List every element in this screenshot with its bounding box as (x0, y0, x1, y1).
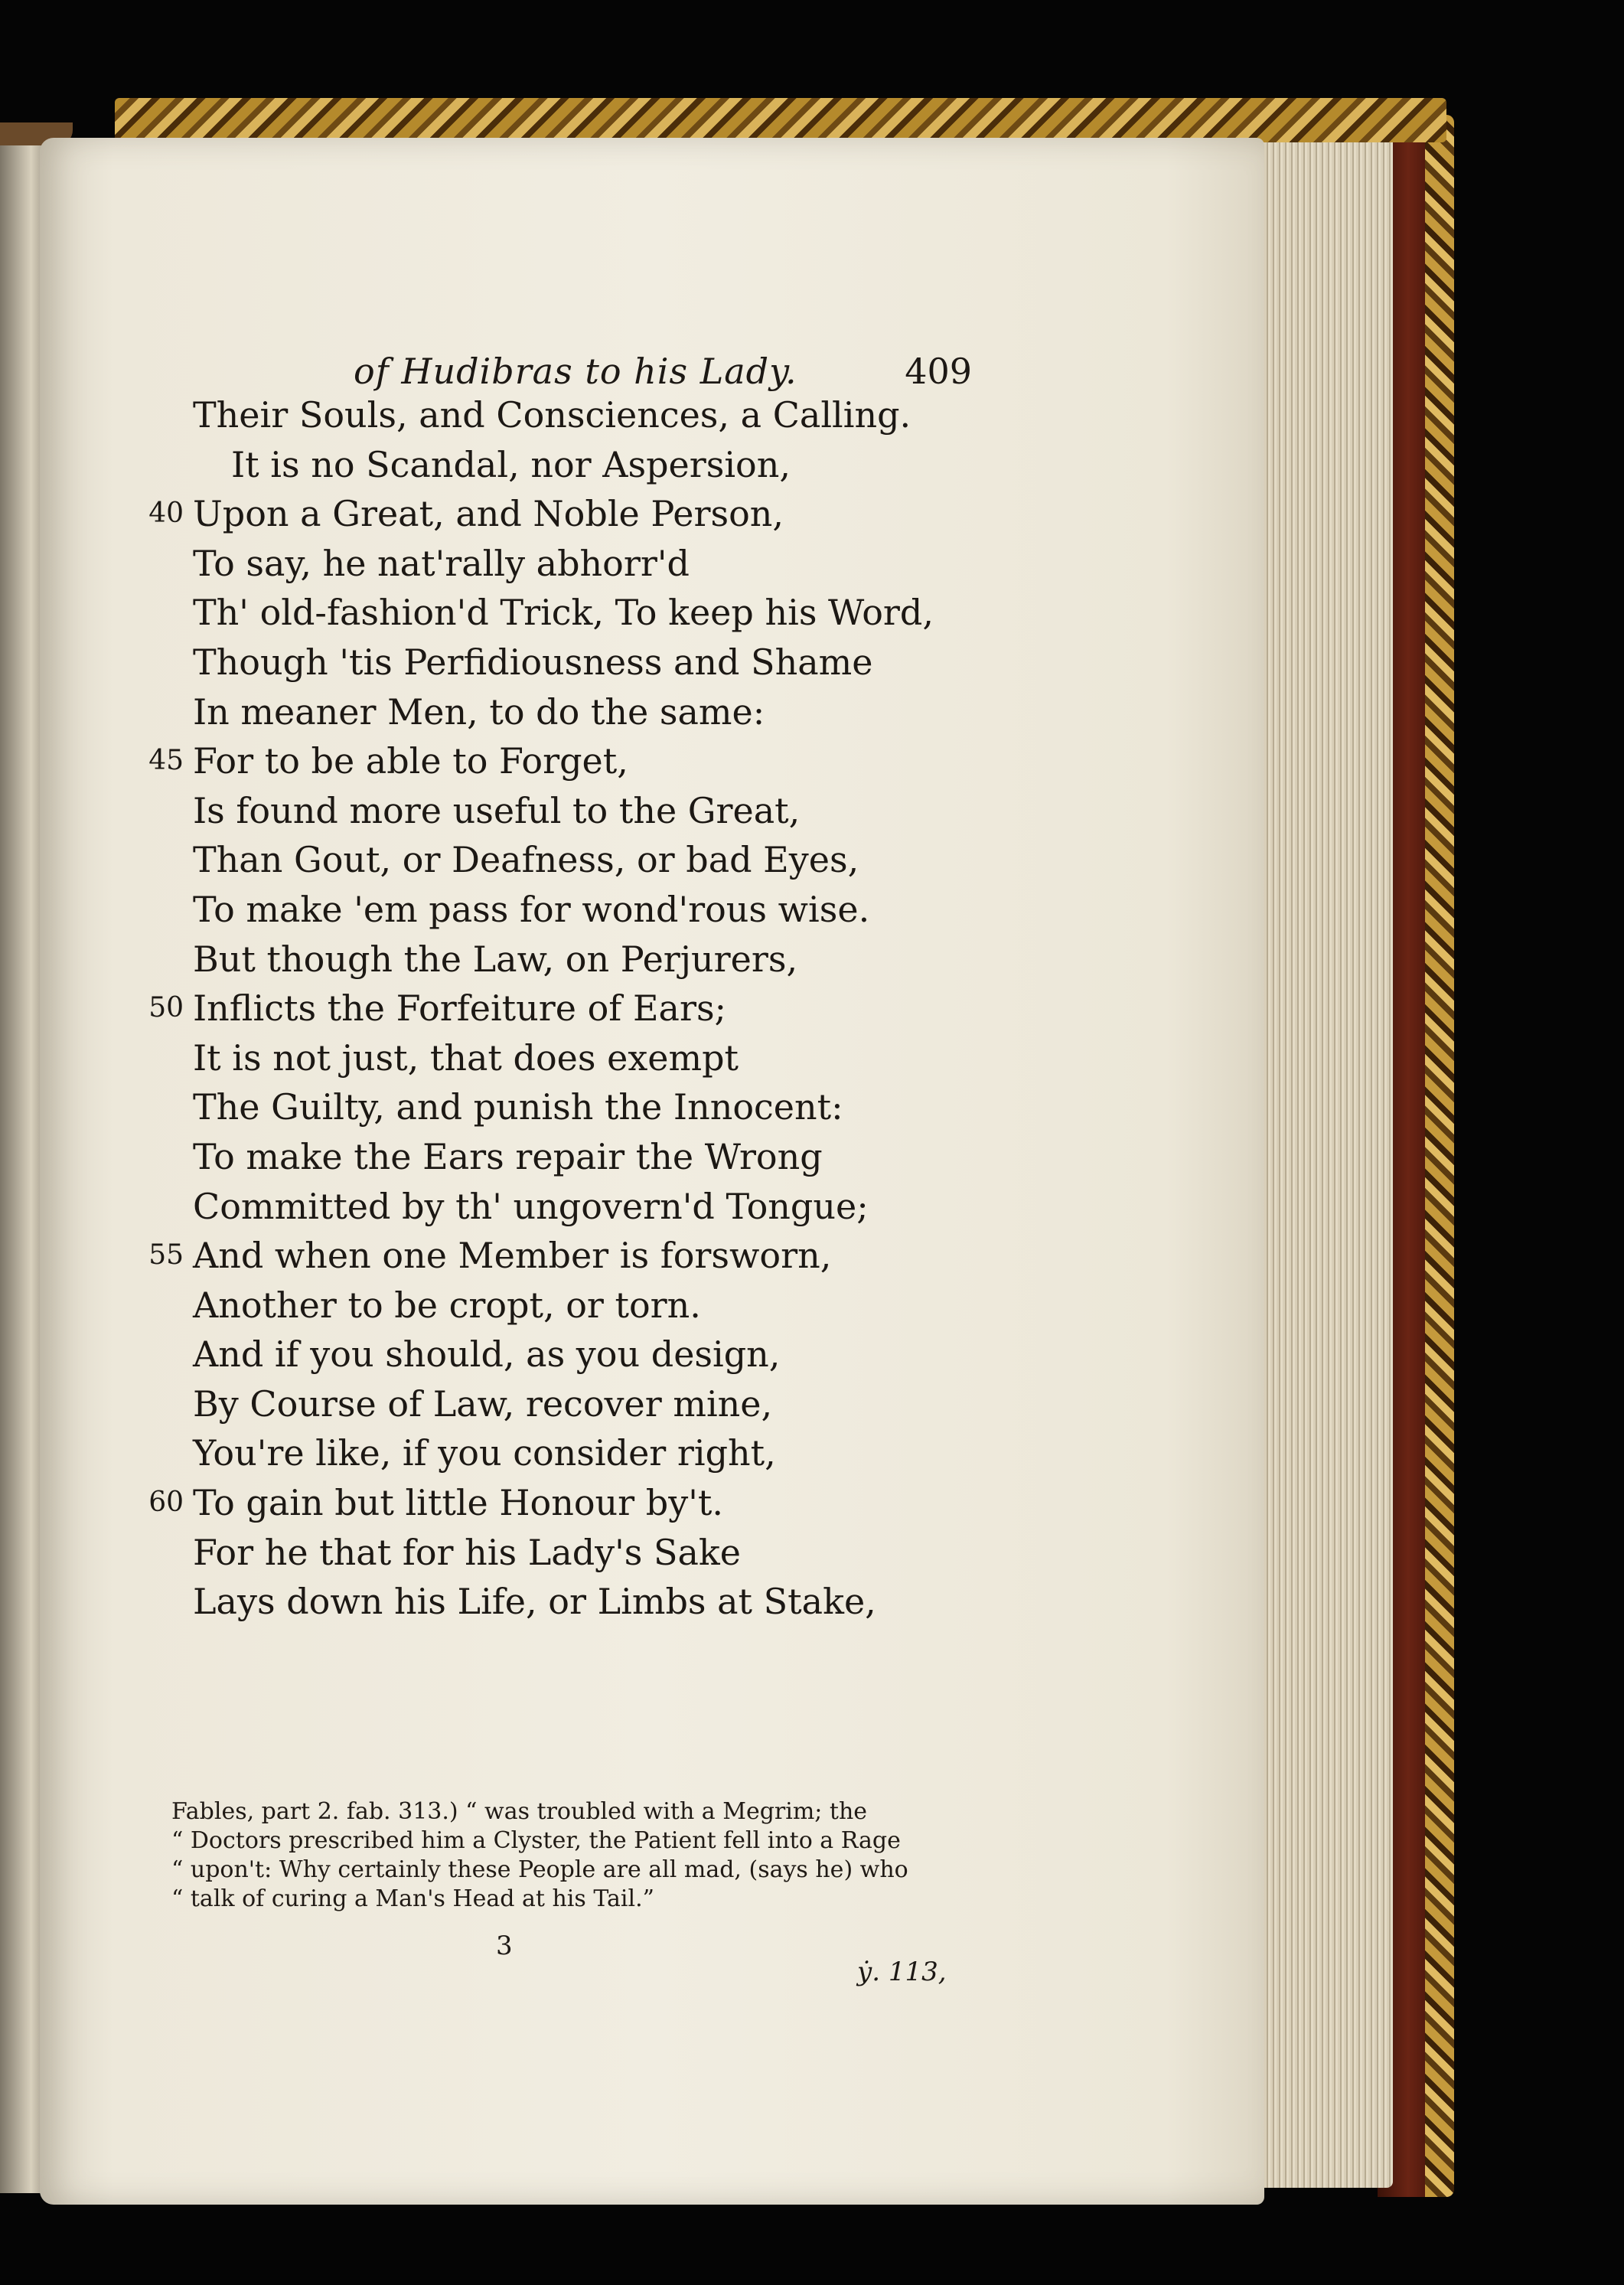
signature-mark: 3 (496, 1931, 513, 1961)
verse-line (40, 1281, 1035, 1330)
footnote-line: “ Doctors prescribed him a Clyster, the Patient fell into a Rage (171, 1827, 901, 1854)
gilt-border-right (1425, 115, 1454, 2197)
footnote (171, 1797, 960, 1914)
verse-text: It is no Scandal, nor Aspersion, (231, 443, 791, 485)
footnote-line: “ upon't: Why certainly these People are all mad, (says he) who (171, 1856, 908, 1883)
verse-line (40, 1528, 1035, 1578)
verse-text: But though the Law, on Perjurers, (193, 938, 798, 980)
verse-text: Is found more useful to the Great, (193, 789, 801, 831)
verse-line (40, 539, 1035, 589)
gilt-border-top (115, 98, 1446, 142)
verse-line (40, 835, 1035, 885)
verse-line (40, 786, 1035, 836)
verse-text: To say, he nat'rally abhorr'd (193, 542, 690, 584)
verse-text: To make 'em pass for wond'rous wise. (193, 888, 870, 930)
verse-line (40, 984, 1035, 1033)
verse-line (40, 440, 1035, 490)
verse-line (40, 1478, 1035, 1528)
line-number: 60 (148, 1487, 184, 1519)
verse-text: Another to be cropt, or torn. (193, 1284, 701, 1326)
verse-text: You're like, if you consider right, (193, 1432, 776, 1474)
verse-line (40, 1577, 1035, 1627)
verse-line (40, 736, 1035, 786)
verse-text: Though 'tis Perfidiousness and Shame (193, 641, 873, 683)
verse-line (40, 1033, 1035, 1083)
verse-line (40, 687, 1035, 737)
verse-line (40, 1132, 1035, 1182)
verse-text: Their Souls, and Consciences, a Calling. (193, 394, 911, 436)
verse-line (40, 1182, 1035, 1232)
verse-line (40, 935, 1035, 984)
footnote-line: “ talk of curing a Man's Head at his Tail.” (171, 1885, 654, 1912)
running-head-title: of Hudibras to his Lady. (354, 351, 797, 392)
footnote-line: Fables, part 2. fab. 313.) “ was troubled with a Megrim; the (171, 1798, 868, 1825)
verse-text: For to be able to Forget, (193, 740, 628, 782)
verse-text: Than Gout, or Deafness, or bad Eyes, (193, 839, 859, 881)
verse-text: In meaner Men, to do the same: (193, 690, 765, 733)
page-number: 409 (905, 351, 972, 392)
verse-text: And when one Member is forsworn, (193, 1235, 832, 1277)
verse-text: The Guilty, and punish the Innocent: (193, 1086, 843, 1128)
verse-line (40, 489, 1035, 539)
verse-text: Upon a Great, and Noble Person, (193, 493, 784, 535)
verse-text: To make the Ears repair the Wrong (193, 1135, 823, 1177)
line-number: 50 (148, 992, 184, 1024)
verse-line (40, 885, 1035, 935)
verse-line (40, 638, 1035, 687)
page-text (40, 138, 1264, 2205)
verso-page-edge (0, 126, 44, 2193)
verse-text: Th' old-fashion'd Trick, To keep his Word, (193, 592, 934, 634)
verse-line (40, 1330, 1035, 1379)
line-number: 45 (148, 745, 184, 777)
line-number: 40 (148, 498, 184, 530)
verse-text: Inflicts the Forfeiture of Ears; (193, 987, 727, 1030)
verse-line (40, 390, 1035, 440)
line-number: 55 (148, 1239, 184, 1271)
verse-line (40, 588, 1035, 638)
verse-line (40, 1428, 1035, 1478)
verse-text: By Course of Law, recover mine, (193, 1382, 773, 1425)
verse-block (40, 390, 1035, 1627)
verse-text: Committed by th' ungovern'd Tongue; (193, 1185, 869, 1227)
verse-line (40, 1082, 1035, 1132)
verse-line (40, 1379, 1035, 1429)
verse-text: To gain but little Honour by't. (193, 1482, 723, 1524)
verse-line (40, 1231, 1035, 1281)
verse-text: It is not just, that does exempt (193, 1036, 739, 1079)
verse-text: Lays down his Life, or Limbs at Stake, (193, 1581, 876, 1623)
verse-text: For he that for his Lady's Sake (193, 1531, 742, 1573)
catchword: ẏ. 113, (857, 1957, 947, 1987)
verse-text: And if you should, as you design, (193, 1333, 781, 1376)
